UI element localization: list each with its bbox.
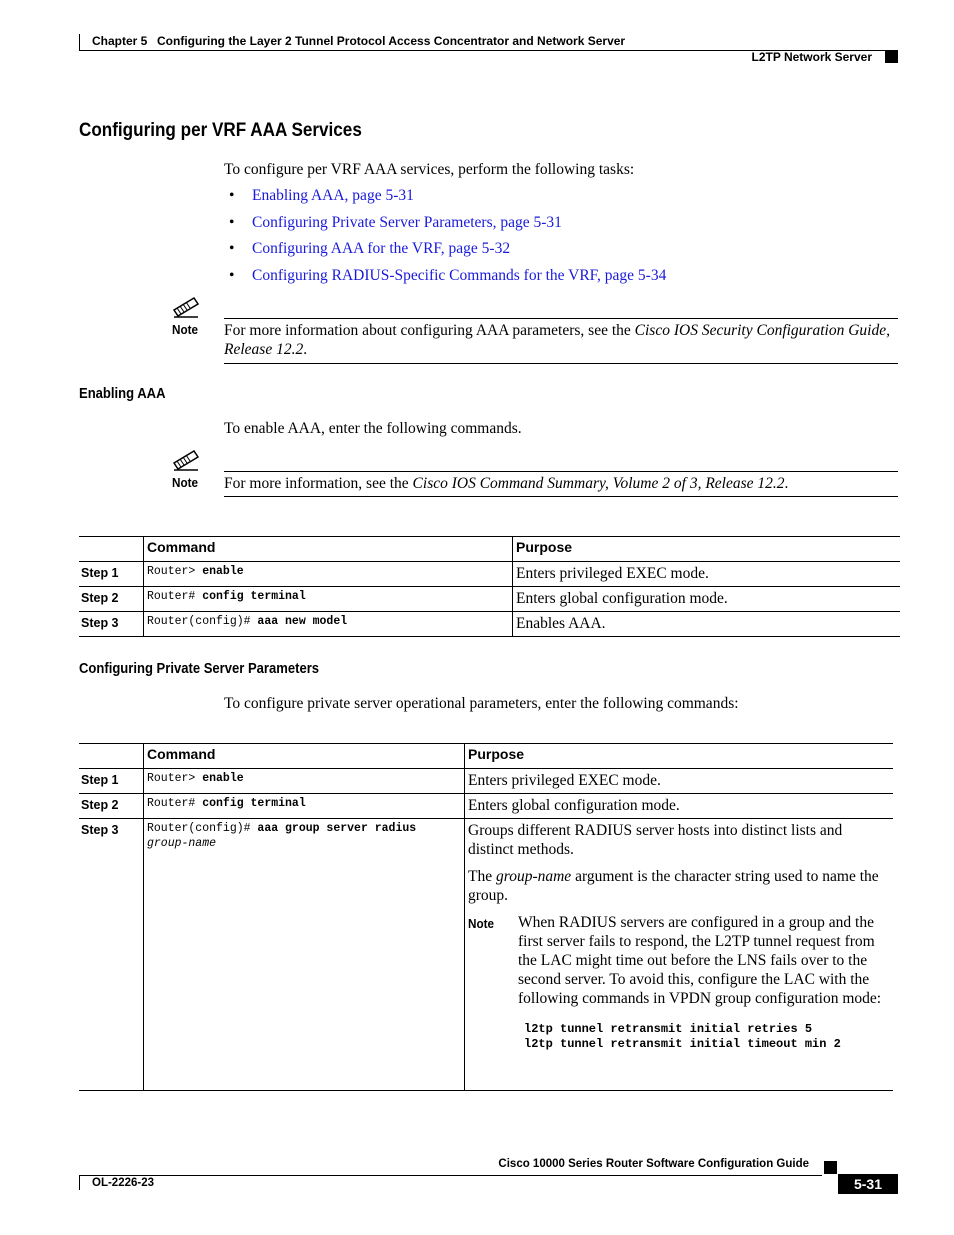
purpose-argument-description	[468, 867, 890, 905]
enable-aaa-table	[79, 536, 900, 637]
task-list-item[interactable]	[224, 213, 666, 240]
purpose-cell: Enters global configuration mode.	[513, 587, 901, 612]
command-cell	[144, 819, 465, 1091]
note-text-part: .	[784, 475, 789, 492]
private-server-table	[79, 743, 893, 1091]
code-line: l2tp tunnel retransmit initial timeout min 2	[524, 1037, 841, 1051]
purpose-text-part: argument is the character string used to name the group.	[468, 868, 879, 904]
task-list-item[interactable]	[224, 239, 666, 266]
note-text-part: For more information about configuring AAA parameters, see the	[224, 322, 635, 339]
table-header-purpose: Purpose	[465, 744, 894, 769]
table-row	[79, 587, 900, 612]
note-pencil-icon	[172, 296, 200, 318]
command-prompt: Router#	[147, 590, 203, 603]
task-list-item[interactable]	[224, 186, 666, 213]
command-cell	[144, 612, 513, 637]
command-keyword: enable	[202, 772, 244, 785]
table-row	[79, 562, 900, 587]
table-header-row	[79, 537, 900, 562]
footer-doc-number: OL-2226-23	[92, 1177, 155, 1189]
step-label: Step 3	[79, 819, 144, 1091]
intro-text: To configure per VRF AAA services, perform the following tasks:	[224, 161, 635, 178]
command-keyword: enable	[202, 565, 244, 578]
note-text-part: For more information, see the	[224, 475, 413, 492]
command-prompt: Router(config)#	[147, 822, 258, 835]
note-pencil-icon	[172, 449, 200, 471]
note-reference: Cisco IOS Command Summary, Volume 2 of 3, Release 12.2	[412, 475, 785, 492]
purpose-cell	[465, 819, 894, 1091]
header-chapter: Chapter 5	[92, 34, 148, 48]
footer-rule-vertical	[79, 1175, 80, 1190]
task-link[interactable]: Configuring RADIUS-Specific Commands for the VRF, page 5-34	[252, 266, 667, 284]
command-prompt: Router(config)#	[147, 615, 258, 628]
header-rule-vertical	[79, 34, 80, 51]
command-prompt: Router#	[147, 797, 203, 810]
command-keyword: aaa new model	[257, 615, 348, 628]
task-link[interactable]: Configuring Private Server Parameters, page 5-31	[252, 213, 562, 231]
purpose-cell: Enters global configuration mode.	[465, 794, 894, 819]
footer-marker-block	[824, 1161, 837, 1174]
command-keyword: aaa group server radius	[257, 822, 417, 835]
footer-guide-title: Cisco 10000 Series Router Software Configuration Guide	[498, 1158, 809, 1170]
section-title: Configuring per VRF AAA Services	[79, 120, 362, 141]
code-block	[524, 1022, 890, 1052]
command-keyword: config terminal	[202, 797, 306, 810]
table-row	[79, 794, 893, 819]
footer-rule	[79, 1175, 822, 1176]
note-box	[224, 471, 898, 497]
header-chapter-title: Configuring the Layer 2 Tunnel Protocol Access Concentrator and Network Server	[157, 34, 626, 48]
purpose-cell: Enters privileged EXEC mode.	[513, 562, 901, 587]
task-link[interactable]: Configuring AAA for the VRF, page 5-32	[252, 240, 511, 257]
purpose-text: Groups different RADIUS server hosts into distinct lists and distinct methods.	[468, 822, 843, 858]
step-label: Step 1	[79, 562, 144, 587]
step-label: Step 1	[79, 769, 144, 794]
step-label: Step 2	[79, 794, 144, 819]
command-cell	[144, 587, 513, 612]
purpose-text-part: The	[468, 868, 496, 885]
step-label: Step 3	[79, 612, 144, 637]
inline-note-label: Note	[468, 916, 495, 931]
note-text	[224, 472, 898, 493]
command-cell	[144, 562, 513, 587]
table-header-row	[79, 744, 893, 769]
table-header-command: Command	[144, 537, 513, 562]
table-header-purpose: Purpose	[513, 537, 901, 562]
subsection-intro: To configure private server operational parameters, enter the following commands:	[224, 695, 739, 712]
header-section: L2TP Network Server	[751, 50, 872, 64]
step-label: Step 2	[79, 587, 144, 612]
note-text-part: .	[303, 341, 308, 358]
table-row	[79, 769, 893, 794]
purpose-cell: Enables AAA.	[513, 612, 901, 637]
inline-note-text: When RADIUS servers are configured in a group and the first server fails to respond, the L2TP tunnel request from the LAC might time out before the LNS fails over to the second server. To avoid this, configure the LAC with the following commands in VPDN group configuration mode:	[518, 914, 882, 1007]
subsection-heading: Enabling AAA	[79, 386, 166, 402]
task-link[interactable]: Enabling AAA, page 5-31	[252, 187, 414, 204]
task-list	[224, 186, 666, 292]
subsection-intro: To enable AAA, enter the following commands.	[224, 420, 522, 437]
table-row	[79, 819, 893, 1091]
command-prompt: Router>	[147, 772, 203, 785]
command-argument: group-name	[147, 837, 217, 850]
table-header-command: Command	[144, 744, 465, 769]
footer-page-number: 5-31	[838, 1174, 898, 1194]
inline-note	[468, 913, 890, 1008]
table-row	[79, 612, 900, 637]
subsection-heading: Configuring Private Server Parameters	[79, 661, 320, 677]
table-header-step	[79, 744, 144, 769]
note-text	[224, 319, 898, 359]
note-box	[224, 318, 898, 364]
header-marker-block	[885, 50, 898, 63]
purpose-cell: Enters privileged EXEC mode.	[465, 769, 894, 794]
note-label: Note	[172, 322, 199, 337]
command-cell	[144, 769, 465, 794]
code-line: l2tp tunnel retransmit initial retries 5	[524, 1022, 813, 1036]
command-prompt: Router>	[147, 565, 203, 578]
command-cell	[144, 794, 465, 819]
task-list-item[interactable]	[224, 266, 666, 293]
note-label: Note	[172, 475, 199, 490]
command-keyword: config terminal	[202, 590, 306, 603]
note-reference: Cisco IOS Security Configuration Guide, Release 12.2	[224, 322, 890, 358]
purpose-argument: group-name	[495, 868, 572, 885]
table-header-step	[79, 537, 144, 562]
